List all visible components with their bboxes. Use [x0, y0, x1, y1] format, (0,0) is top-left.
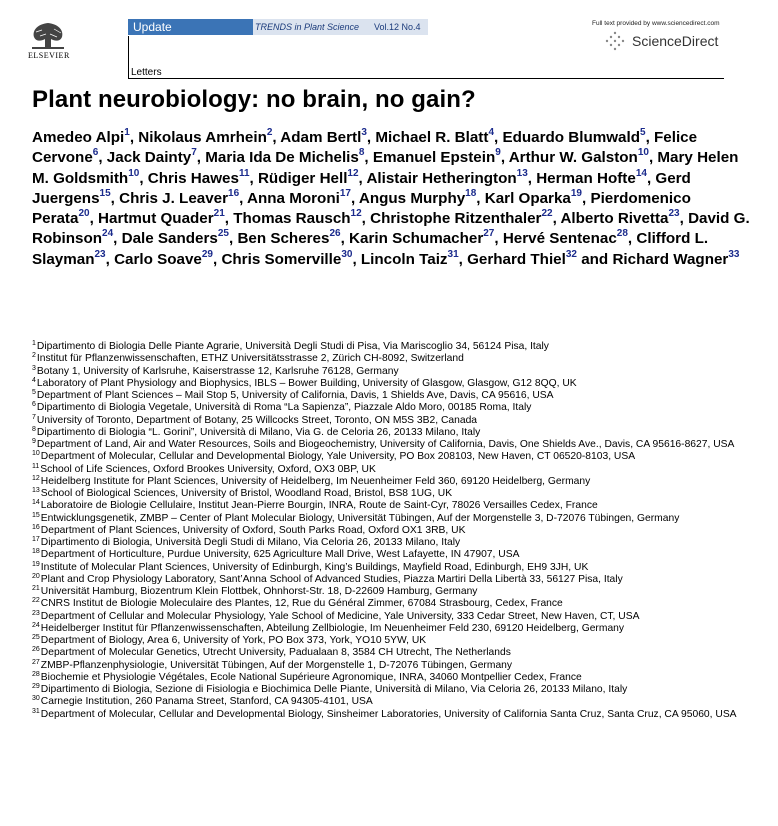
affiliation: [32, 451, 742, 463]
affiliation: [32, 672, 742, 684]
author[interactable]: [358, 187, 477, 207]
author-affiliation-ref[interactable]: 9: [495, 147, 501, 159]
affiliation-number: 16: [32, 523, 40, 531]
author-name: Anna Moroni: [247, 189, 340, 207]
author[interactable]: [138, 129, 272, 146]
author[interactable]: [349, 230, 494, 247]
author-name: Mary Helen M. Goldsmith: [32, 149, 739, 187]
author-name: Lincoln Taiz: [360, 250, 448, 268]
author-affiliation-ref[interactable]: 16: [228, 187, 240, 199]
author-affiliation-ref[interactable]: 21: [213, 208, 225, 220]
author-name: Gerd Juergens: [32, 169, 691, 207]
author[interactable]: [107, 149, 197, 166]
author-name: Jack Dainty: [106, 149, 192, 167]
sciencedirect-text: ScienceDirect: [632, 33, 719, 49]
affiliation-number: 29: [32, 683, 40, 690]
affiliation-list: [32, 341, 742, 721]
affiliation: [32, 488, 742, 500]
author[interactable]: [119, 187, 240, 207]
header-divider-horizontal: [128, 78, 724, 79]
affiliation: [32, 623, 742, 635]
affiliation-number: 13: [32, 487, 40, 494]
affiliation: [32, 500, 742, 512]
author[interactable]: [247, 187, 351, 207]
affiliation-text: Plant and Crop Physiology Laboratory, Sant’Anna School of Advanced Studies, Piazza Martiri Della Libertà 33, 56127 Pisa, Italy: [40, 573, 623, 585]
affiliation: [32, 549, 742, 561]
author[interactable]: [373, 149, 501, 166]
author[interactable]: [98, 210, 225, 227]
author-name: Karin Schumacher: [349, 230, 484, 248]
author[interactable]: [233, 210, 361, 227]
author[interactable]: [147, 167, 250, 187]
affiliation-number: 3: [32, 364, 36, 372]
author-affiliation-ref[interactable]: 32: [565, 248, 577, 260]
author-name: Hervé Sentenac: [502, 230, 617, 248]
affiliation: [32, 390, 742, 402]
article-title: Plant neurobiology: no brain, no gain?: [32, 86, 476, 113]
affiliation: [32, 439, 742, 451]
author-affiliation-ref[interactable]: 8: [358, 147, 365, 159]
journal-banner: [253, 19, 428, 35]
author-affiliation-ref[interactable]: 17: [339, 187, 351, 199]
author-affiliation-ref[interactable]: 30: [341, 248, 353, 260]
affiliation-text: Laboratoire de Biologie Cellulaire, Institut Jean-Pierre Bourgin, INRA, Route de Saint-Cyr, 78026 Versailles Cedex, France: [40, 500, 598, 512]
author-affiliation-ref[interactable]: 13: [516, 167, 528, 179]
affiliation-text: Heidelberger Institut für Pflanzenwissenschaften, Abteilung Zellbiologie, Im Neuenheimer Feld 230, 69120 Heidelberg, Germany: [40, 622, 625, 634]
affiliation-number: 25: [32, 634, 40, 641]
affiliation: [32, 647, 742, 659]
affiliation-text: University of Toronto, Department of Botany, 25 Willcocks Street, Toronto, ON M5S 3B2, Canada: [36, 414, 478, 426]
affiliation-text: Institut für Pflanzenwissenschaften, ETHZ Universitätsstrasse 2, Zürich CH-8092, Switzerland: [36, 353, 464, 365]
author[interactable]: [375, 129, 494, 146]
author-affiliation-ref[interactable]: 4: [488, 127, 494, 138]
affiliation: [32, 366, 742, 378]
author-affiliation-ref[interactable]: 28: [616, 228, 628, 240]
author-affiliation-ref[interactable]: 6: [92, 147, 99, 159]
affiliation: [32, 476, 742, 488]
author-affiliation-ref[interactable]: 20: [78, 208, 90, 220]
author-name: Nikolaus Amrhein: [138, 129, 267, 146]
affiliation-text: Laboratory of Plant Physiology and Biophysics, IBLS – Bower Building, University of Glasgow, Glasgow, G12 8QQ, UK: [36, 377, 577, 389]
affiliation-number: 23: [32, 609, 40, 617]
author[interactable]: [560, 210, 679, 227]
affiliation-number: 27: [32, 658, 40, 666]
author-name: Maria Ida De Michelis: [205, 149, 359, 167]
affiliation-number: 30: [32, 695, 40, 703]
affiliation-text: Dipartimento di Biologia Vegetale, Università di Roma “La Sapienza”, Piazzale Aldo Moro, 00185 Roma, Italy: [36, 402, 532, 414]
affiliation: [32, 660, 742, 672]
affiliation-number: 31: [32, 707, 40, 715]
affiliation-number: 5: [32, 389, 36, 396]
affiliation: [32, 513, 742, 525]
affiliation-number: 14: [32, 499, 40, 507]
affiliation-text: Department of Molecular, Cellular and Developmental Biology, Sinsheimer Laboratories, University of California Santa Cruz, Santa Cruz, CA 95060, USA: [40, 708, 737, 720]
author-affiliation-ref[interactable]: 19: [570, 187, 582, 199]
author[interactable]: [221, 248, 353, 268]
publisher-name: ELSEVIER: [28, 51, 70, 60]
author-affiliation-ref[interactable]: 18: [465, 187, 477, 199]
affiliation-number: 20: [32, 572, 40, 580]
author-affiliation-ref[interactable]: 7: [191, 147, 197, 159]
author-name: David G. Robinson: [32, 210, 750, 248]
sciencedirect-mark-icon: [604, 30, 626, 52]
affiliation-text: Botany 1, University of Karlsruhe, Kaiserstrasse 12, Karlsruhe 76128, Germany: [36, 365, 399, 377]
author-name: Eduardo Blumwald: [502, 129, 640, 146]
affiliation: [32, 427, 742, 439]
affiliation-number: 7: [32, 413, 36, 421]
author[interactable]: [612, 248, 740, 268]
author-name: Richard Wagner: [612, 250, 729, 268]
header-divider-vertical: [128, 36, 129, 78]
author-name: Christophe Ritzenthaler: [370, 210, 542, 228]
author[interactable]: [503, 230, 628, 247]
affiliation: [32, 525, 742, 537]
affiliation-text: Department of Molecular, Cellular and Developmental Biology, Yale University, PO Box 208103, New Haven, CT 06520-8103, USA: [40, 451, 636, 463]
author-name: Rüdiger Hell: [257, 169, 348, 187]
affiliation-number: 1: [32, 340, 36, 347]
author-name: Thomas Rausch: [233, 210, 351, 228]
affiliation-text: Department of Horticulture, Purdue University, 625 Agriculture Mall Drive, West Lafayette, IN 47907, USA: [40, 549, 520, 561]
author[interactable]: [237, 230, 340, 247]
author-list: Amedeo Alpi$^1$, Nikolaus Amrhein$^2$, Adam Bertl$^3$, Michael R. Blatt$^4$, Eduardo Blumwald$^5$, Felice Cervone$^6$, Jack Dainty$^7$, Maria Ida De Michelis$^8$, Emanuel Epstein$^9$, Arthur W. Galston$^{10}$, Mary Helen M. Goldsmith$^{10}$, Chris Hawes$^{11}$, Rüdiger Hell$^{12}$, Alistair Hetherington$^{13}$, Herman Hofte$^{14}$, Gerd Juergens$^{15}$, Chris J. Leaver$^{16}$, Anna Moroni$^{17}$, Angus Murphy$^{18}$, Karl Oparka$^{19}$, Pierdomenico Perata$^{20}$, Hartmut Quader$^{21}$, Thomas Rausch$^{12}$, Christophe Ritzenthaler$^{22}$, Alberto Rivetta$^{23}$, David G. Robinson$^{24}$, Dale Sanders$^{25}$, Ben Scheres$^{26}$, Karin Schumacher$^{27}$, Hervé Sentenac$^{28}$, Clifford L. Slayman$^{23}$, Carlo Soave$^{29}$, Chris Somerville$^{30}$, Lincoln Taiz$^{31}$, Gerhard Thiel$^{32}$ and Richard Wagner$^{33}$: [32, 127, 750, 268]
affiliation-text: Institute of Molecular Plant Sciences, University of Edinburgh, King’s Buildings, Mayfield Road, Edinburgh, EH9 3JH, UK: [40, 561, 589, 573]
author-affiliation-ref[interactable]: 31: [447, 248, 459, 260]
affiliation: [32, 696, 742, 708]
affiliation-text: Heidelberg Institute for Plant Sciences, University of Heidelberg, Im Neuenheimer Feld 360, 69120 Heidelberg, Germany: [40, 475, 591, 487]
affiliation-number: 24: [32, 621, 40, 629]
affiliation-number: 17: [32, 536, 40, 543]
author-name: Hartmut Quader: [98, 210, 214, 228]
author-affiliation-ref[interactable]: 12: [350, 208, 362, 220]
author[interactable]: [205, 149, 364, 166]
author-name: Pierdomenico Perata: [32, 189, 691, 228]
affiliation-number: 6: [32, 401, 36, 409]
affiliation-number: 4: [32, 376, 36, 384]
affiliation-number: 28: [32, 670, 40, 678]
author-affiliation-ref[interactable]: 3: [361, 127, 367, 138]
author-name: Amedeo Alpi: [32, 129, 125, 146]
affiliation: [32, 464, 742, 476]
section-label: Letters: [131, 67, 162, 78]
affiliation-text: School of Biological Sciences, University of Bristol, Woodland Road, Bristol, BS8 1UG, UK: [40, 488, 453, 499]
affiliation: [32, 684, 742, 696]
affiliation-number: 22: [32, 597, 40, 605]
author-name: Angus Murphy: [358, 189, 466, 207]
affiliation-text: CNRS Institut de Biologie Moleculaire des Plantes, 12, Rue du Général Zimmer, 67084 Strasbourg, Cedex, France: [40, 598, 563, 610]
author-name: Michael R. Blatt: [375, 129, 489, 146]
affiliation-number: 9: [32, 438, 36, 445]
update-label: Update: [133, 20, 172, 34]
author-affiliation-ref[interactable]: 12: [347, 167, 359, 179]
author-affiliation-ref[interactable]: 11: [238, 167, 250, 179]
author[interactable]: [257, 167, 359, 187]
affiliation-text: Department of Plant Sciences – Mail Stop 5, University of California, Davis, 1 Shields Ave, Davis, CA 95616, USA: [36, 390, 554, 401]
journal-title: TRENDS in Plant Science: [255, 22, 360, 32]
author-affiliation-ref[interactable]: 15: [99, 187, 111, 199]
affiliation-number: 18: [32, 548, 40, 556]
author-name: Alberto Rivetta: [560, 210, 669, 228]
affiliation-number: 11: [32, 462, 40, 470]
author-affiliation-ref[interactable]: 5: [640, 127, 646, 138]
affiliation-text: Dipartimento di Biologia “L. Gorini”, Università di Milano, Via G. de Celoria 26, 20133 Milano, Italy: [36, 426, 481, 438]
author[interactable]: [502, 129, 645, 146]
author-name: Karl Oparka: [484, 189, 571, 207]
author-affiliation-ref[interactable]: 26: [329, 228, 341, 240]
author-affiliation-ref[interactable]: 10: [128, 167, 140, 179]
affiliation-number: 19: [32, 560, 40, 568]
affiliation: [32, 537, 742, 549]
affiliation-text: Carnegie Institution, 260 Panama Street, Stanford, CA 94305-4101, USA: [40, 696, 373, 708]
author[interactable]: [280, 129, 367, 146]
affiliation: [32, 415, 742, 427]
affiliation: [32, 402, 742, 414]
affiliation-text: Department of Plant Sciences, University of Oxford, South Parks Road, Oxford OX1 3RB, UK: [40, 524, 466, 536]
author-name: Gerhard Thiel: [467, 250, 566, 268]
affiliation-text: Department of Cellular and Molecular Physiology, Yale School of Medicine, Yale University, 333 Cedar Street, New Haven, CT, USA: [40, 610, 640, 622]
author-name: Adam Bertl: [280, 129, 362, 146]
author-affiliation-ref[interactable]: 24: [102, 228, 114, 240]
affiliation-text: Department of Land, Air and Water Resources, Soils and Biogeochemistry, University of California, Davis, One Shields Ave., Davis, CA 95616-8627, USA: [36, 439, 735, 450]
author-name: Chris J. Leaver: [119, 189, 229, 207]
affiliation-text: Dipartimento di Biologia, Sezione di Fisiologia e Biochimica Delle Piante, Università di Milano, Via Celoria 26, 20133 Milano, Italy: [40, 684, 628, 695]
author-name: Alistair Hetherington: [366, 169, 517, 187]
affiliation-text: Dipartimento di Biologia, Università Degli Studi di Milano, Via Celoria 26, 20133 Milano, Italy: [40, 537, 461, 548]
author-affiliation-ref[interactable]: 33: [728, 248, 740, 260]
fulltext-note[interactable]: Full text provided by www.sciencedirect.com: [592, 20, 720, 27]
author-name: Emanuel Epstein: [372, 149, 496, 167]
tree-icon: [28, 20, 68, 50]
author[interactable]: [122, 230, 229, 247]
affiliation: [32, 378, 742, 390]
author[interactable]: [484, 187, 582, 207]
author-affiliation-ref[interactable]: 22: [541, 208, 553, 220]
affiliation-number: 12: [32, 474, 40, 482]
author-affiliation-ref[interactable]: 27: [483, 228, 495, 240]
author-name: Dale Sanders: [121, 230, 218, 248]
author-affiliation-ref[interactable]: 1: [124, 127, 130, 138]
affiliation-text: ZMBP-Pflanzenphysiologie, Universität Tübingen, Auf der Morgenstelle 1, D-72076 Tübingen, Germany: [40, 659, 513, 671]
author-affiliation-ref[interactable]: 14: [635, 167, 647, 179]
author-name: Ben Scheres: [237, 230, 330, 248]
author[interactable]: [467, 248, 577, 268]
affiliation: [32, 586, 742, 598]
author-affiliation-ref[interactable]: 29: [201, 248, 213, 260]
author-affiliation-ref[interactable]: 2: [266, 127, 273, 138]
affiliation-number: 15: [32, 511, 40, 519]
update-tab[interactable]: [128, 19, 253, 35]
author[interactable]: [360, 248, 459, 268]
affiliation-text: Department of Molecular Genetics, Utrecht University, Padualaan 8, 3584 CH Utrecht, The Netherlands: [40, 647, 511, 659]
author[interactable]: [536, 167, 647, 187]
author-name: Clifford L. Slayman: [32, 230, 709, 268]
elsevier-logo: [28, 20, 72, 60]
affiliation: [32, 611, 742, 623]
affiliation: [32, 598, 742, 610]
affiliation-text: School of Life Sciences, Oxford Brookes University, Oxford, OX3 0BP, UK: [40, 463, 376, 475]
author-name: Arthur W. Galston: [508, 149, 638, 167]
affiliation: [32, 635, 742, 647]
affiliation-number: 8: [32, 425, 36, 433]
author-name: Carlo Soave: [114, 250, 202, 268]
author[interactable]: [370, 210, 552, 227]
affiliation-number: 2: [32, 352, 36, 360]
author[interactable]: [32, 129, 130, 146]
affiliation: [32, 709, 742, 721]
author-name: Chris Hawes: [147, 169, 239, 187]
author-affiliation-ref[interactable]: 25: [217, 228, 229, 240]
affiliation: [32, 574, 742, 586]
affiliation: [32, 562, 742, 574]
affiliation-text: Biochemie et Physiologie Végétales, Ecole National Supérieure Agronomique, INRA, 34060 Montpellier Cedex, France: [40, 671, 582, 683]
affiliation-number: 26: [32, 646, 40, 654]
author-name: Chris Somerville: [221, 250, 342, 268]
author-affiliation-ref[interactable]: 23: [668, 208, 680, 220]
affiliation-text: Entwicklungsgenetik, ZMBP – Center of Plant Molecular Biology, Universität Tübingen, Auf der Morgenstelle 3, D-72076 Tübingen, Germany: [40, 512, 680, 524]
author-affiliation-ref[interactable]: 10: [637, 147, 649, 159]
affiliation-number: 21: [32, 585, 40, 592]
affiliation-number: 10: [32, 450, 40, 458]
author-name: Felice Cervone: [32, 129, 698, 167]
author-name: Herman Hofte: [536, 169, 636, 187]
author[interactable]: [114, 248, 213, 268]
author[interactable]: [509, 149, 649, 166]
author-affiliation-ref[interactable]: 23: [94, 248, 106, 260]
journal-volume: Vol.12 No.4: [374, 22, 421, 32]
affiliation-text: Dipartimento di Biologia Delle Piante Agrarie, Università Degli Studi di Pisa, Via Mariscoglio 34, 56124 Pisa, Italy: [36, 341, 549, 352]
affiliation-text: Department of Biology, Area 6, University of York, PO Box 373, York, YO10 5YW, UK: [40, 635, 427, 646]
author[interactable]: [366, 167, 528, 187]
affiliation-text: Universität Hamburg, Biozentrum Klein Flottbek, Ohnhorst-Str. 18, D-22609 Hamburg, Germany: [40, 586, 478, 597]
affiliation: [32, 353, 742, 365]
affiliation: [32, 341, 742, 353]
